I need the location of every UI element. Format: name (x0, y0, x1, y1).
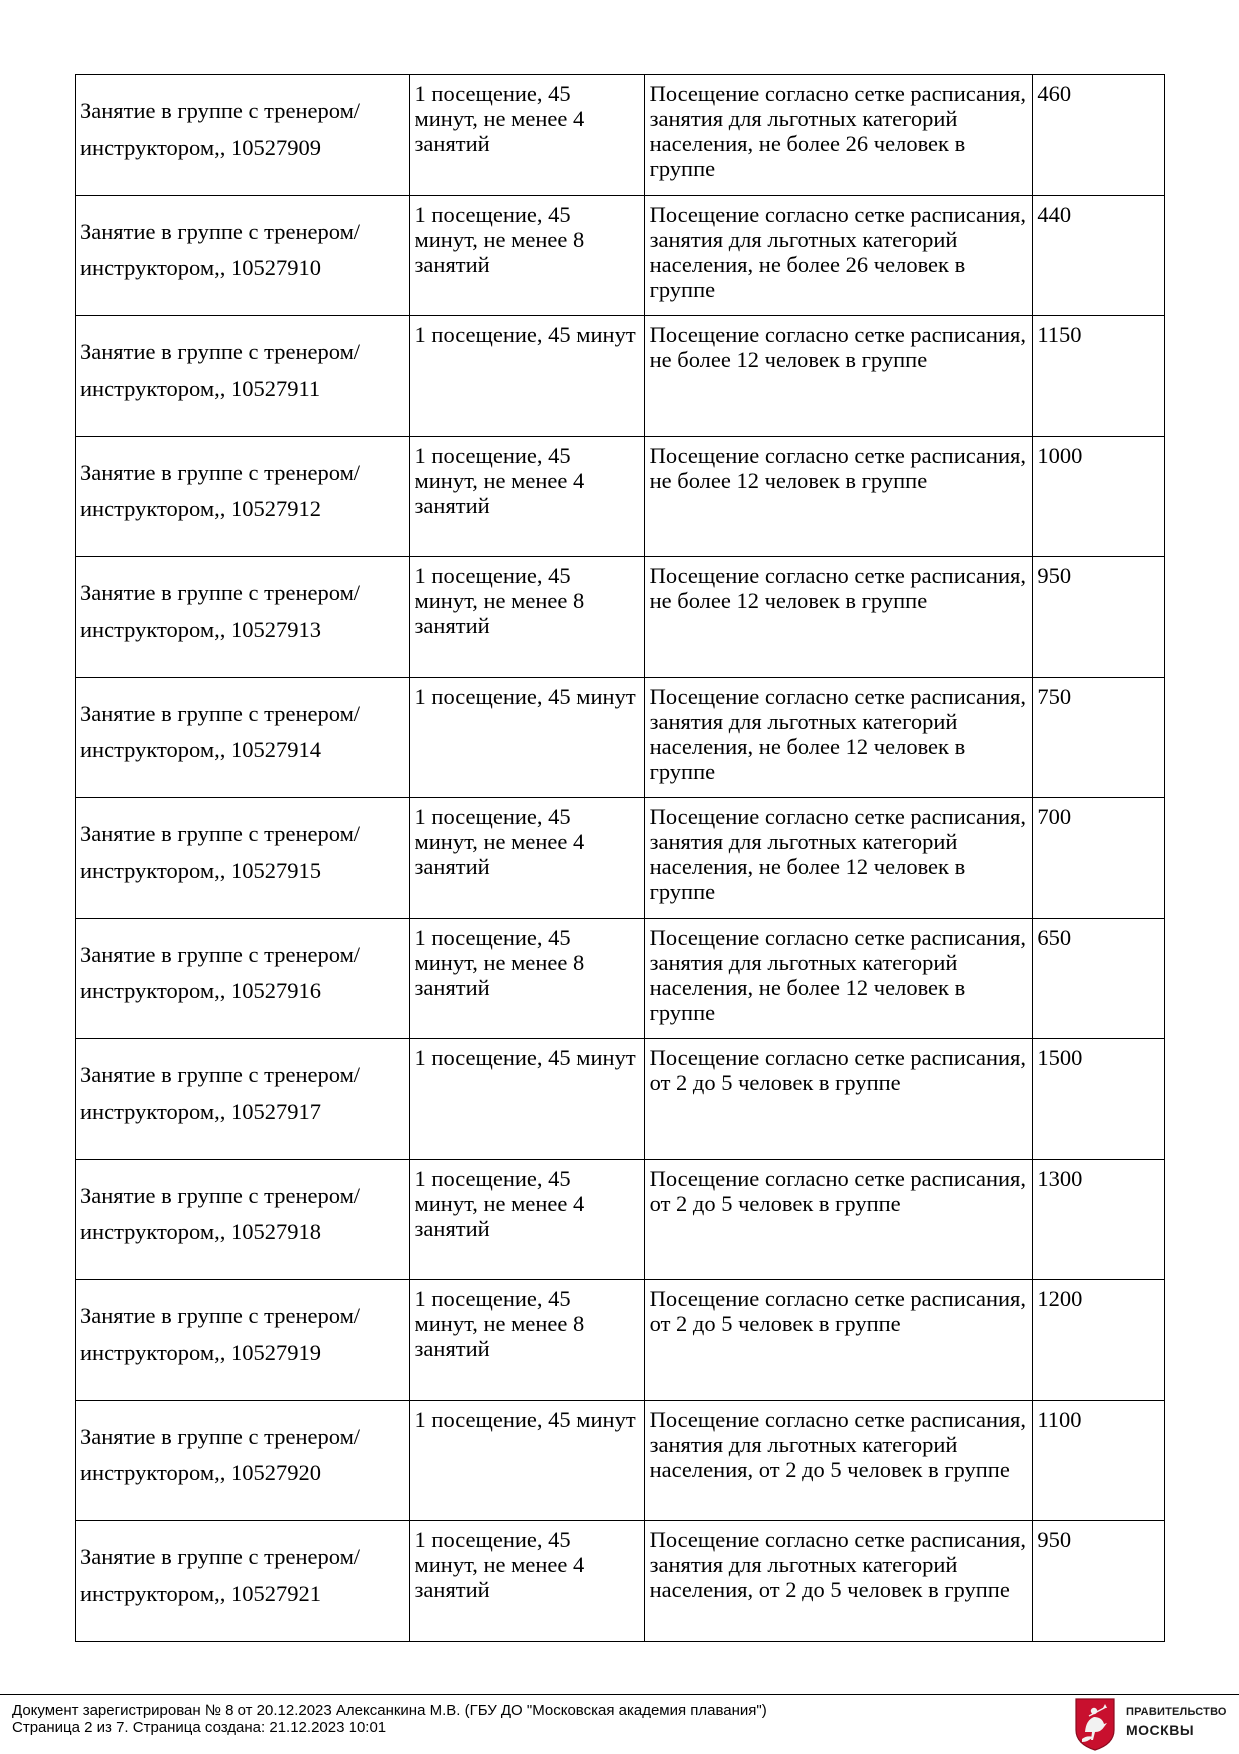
price-text: 1100 (1037, 1406, 1082, 1432)
description-text: Посещение согласно сетке расписания, занятия для льготных категорий населения, не более 12 человек в группе (649, 924, 1027, 1025)
service-cell (76, 1280, 410, 1401)
price-cell (1033, 75, 1165, 196)
service-cell (76, 1039, 410, 1160)
description-text: Посещение согласно сетке расписания, не более 12 человек в группе (649, 322, 1027, 372)
service-cell (76, 75, 410, 196)
description-cell (644, 1280, 1033, 1401)
visit-terms-cell (409, 1521, 644, 1642)
visit-terms-cell (409, 1039, 644, 1160)
visit-terms-cell (409, 75, 644, 196)
description-cell (644, 316, 1033, 437)
visit-terms-cell (409, 557, 644, 678)
visit-terms-cell (409, 195, 644, 316)
document-footer (12, 1702, 767, 1736)
price-cell (1033, 677, 1165, 798)
visit-terms-text: 1 посещение, 45 минут, не менее 8 занятий (414, 1286, 585, 1361)
description-cell (644, 1521, 1033, 1642)
price-cell (1033, 1521, 1165, 1642)
visit-terms-text: 1 посещение, 45 минут, не менее 8 занятий (414, 924, 585, 1000)
service-cell (76, 1521, 410, 1642)
price-text: 1000 (1037, 442, 1083, 468)
service-text: Занятие в группе с тренером/инструктором,, 10527921 (80, 1544, 361, 1606)
table-row (76, 798, 1165, 919)
description-cell (644, 436, 1033, 557)
service-text: Занятие в группе с тренером/инструктором,, 10527912 (80, 459, 361, 522)
moscow-government-logo (1073, 1696, 1237, 1752)
price-cell (1033, 1400, 1165, 1521)
service-text: Занятие в группе с тренером/инструктором,, 10527909 (80, 98, 361, 160)
service-text: Занятие в группе с тренером/инструктором,, 10527917 (80, 1062, 361, 1124)
price-cell (1033, 1039, 1165, 1160)
price-cell (1033, 1159, 1165, 1280)
description-cell (644, 75, 1033, 196)
table-row (76, 677, 1165, 798)
service-text: Занятие в группе с тренером/инструктором,, 10527910 (80, 218, 361, 281)
price-cell (1033, 557, 1165, 678)
description-cell (644, 918, 1033, 1039)
table-row (76, 1039, 1165, 1160)
price-cell (1033, 316, 1165, 437)
description-cell (644, 195, 1033, 316)
table-row (76, 436, 1165, 557)
service-cell (76, 195, 410, 316)
service-cell (76, 1400, 410, 1521)
visit-terms-cell (409, 1280, 644, 1401)
service-cell (76, 316, 410, 437)
description-cell (644, 798, 1033, 919)
visit-terms-text: 1 посещение, 45 минут, не менее 4 занятий (414, 442, 585, 518)
description-text: Посещение согласно сетке расписания, занятия для льготных категорий населения, не более 12 человек в группе (649, 804, 1027, 904)
visit-terms-text: 1 посещение, 45 минут, не менее 8 занятий (414, 563, 585, 638)
footer-divider (0, 1694, 1239, 1695)
description-text: Посещение согласно сетке расписания, не более 12 человек в группе (649, 442, 1027, 493)
service-text: Занятие в группе с тренером/инструктором,, 10527919 (80, 1303, 361, 1365)
description-text: Посещение согласно сетке расписания, занятия для льготных категорий населения, не более 26 человек в группе (649, 201, 1027, 302)
price-text: 1200 (1037, 1286, 1083, 1311)
price-text: 950 (1037, 1527, 1072, 1552)
visit-terms-text: 1 посещение, 45 минут (414, 1406, 636, 1432)
table-row (76, 1280, 1165, 1401)
visit-terms-cell (409, 918, 644, 1039)
price-text: 1300 (1037, 1165, 1083, 1191)
service-cell (76, 436, 410, 557)
price-table (75, 74, 1165, 1642)
price-cell (1033, 436, 1165, 557)
visit-terms-text: 1 посещение, 45 минут, не менее 4 занятий (414, 1527, 585, 1602)
table-row (76, 75, 1165, 196)
service-text: Занятие в группе с тренером/инструктором,, 10527920 (80, 1423, 361, 1486)
description-text: Посещение согласно сетке расписания, занятия для льготных категорий населения, от 2 до 5 человек в группе (649, 1527, 1027, 1602)
registration-note: Документ зарегистрирован № 8 от 20.12.2023 Алексанкина М.В. (ГБУ ДО "Московская академия плавания") (12, 1702, 767, 1719)
table-row (76, 918, 1165, 1039)
price-text: 700 (1037, 804, 1072, 829)
price-table-body (76, 75, 1165, 1642)
service-cell (76, 557, 410, 678)
page-info: Страница 2 из 7. Страница создана: 21.12.2023 10:01 (12, 1719, 387, 1736)
price-text: 440 (1037, 201, 1072, 227)
visit-terms-cell (409, 436, 644, 557)
visit-terms-cell (409, 1400, 644, 1521)
price-text: 950 (1037, 563, 1072, 588)
service-text: Занятие в группе с тренером/инструктором,, 10527916 (80, 941, 361, 1004)
price-text: 750 (1037, 683, 1072, 709)
service-cell (76, 677, 410, 798)
price-text: 1150 (1037, 322, 1082, 347)
moscow-coat-of-arms-icon (1073, 1696, 1117, 1752)
table-row (76, 195, 1165, 316)
description-cell (644, 1039, 1033, 1160)
service-text: Занятие в группе с тренером/инструктором,, 10527915 (80, 821, 361, 883)
description-cell (644, 557, 1033, 678)
description-text: Посещение согласно сетке расписания, занятия для льготных категорий населения, не более 12 человек в группе (649, 683, 1027, 784)
price-cell (1033, 1280, 1165, 1401)
visit-terms-text: 1 посещение, 45 минут, не менее 4 занятий (414, 81, 585, 156)
service-cell (76, 918, 410, 1039)
description-cell (644, 677, 1033, 798)
visit-terms-cell (409, 798, 644, 919)
description-text: Посещение согласно сетке расписания, занятия для льготных категорий населения, не более 26 человек в группе (649, 81, 1027, 181)
visit-terms-text: 1 посещение, 45 минут, не менее 8 занятий (414, 201, 585, 277)
price-text: 460 (1037, 81, 1072, 106)
table-row (76, 1159, 1165, 1280)
brand-line-1: ПРАВИТЕЛЬСТВО (1126, 1706, 1227, 1718)
description-text: Посещение согласно сетке расписания, от 2 до 5 человек в группе (649, 1165, 1027, 1216)
description-text: Посещение согласно сетке расписания, от 2 до 5 человек в группе (649, 1286, 1027, 1336)
price-cell (1033, 918, 1165, 1039)
table-row (76, 1400, 1165, 1521)
price-text: 1500 (1037, 1045, 1083, 1070)
visit-terms-text: 1 посещение, 45 минут, не менее 4 занятий (414, 804, 585, 879)
table-row (76, 1521, 1165, 1642)
visit-terms-cell (409, 1159, 644, 1280)
visit-terms-text: 1 посещение, 45 минут (414, 1045, 636, 1070)
service-cell (76, 798, 410, 919)
visit-terms-cell (409, 677, 644, 798)
visit-terms-text: 1 посещение, 45 минут, не менее 4 занятий (414, 1165, 585, 1241)
table-row (76, 557, 1165, 678)
visit-terms-text: 1 посещение, 45 минут (414, 322, 636, 347)
visit-terms-text: 1 посещение, 45 минут (414, 683, 636, 709)
visit-terms-cell (409, 316, 644, 437)
service-text: Занятие в группе с тренером/инструктором,, 10527913 (80, 580, 361, 642)
service-text: Занятие в группе с тренером/инструктором,, 10527914 (80, 700, 361, 763)
price-cell (1033, 798, 1165, 919)
description-text: Посещение согласно сетке расписания, от 2 до 5 человек в группе (649, 1045, 1027, 1095)
description-cell (644, 1159, 1033, 1280)
service-text: Занятие в группе с тренером/инструктором,, 10527918 (80, 1182, 361, 1245)
service-text: Занятие в группе с тренером/инструктором,, 10527911 (80, 339, 361, 401)
table-row (76, 316, 1165, 437)
brand-line-2: МОСКВЫ (1126, 1722, 1195, 1738)
description-text: Посещение согласно сетке расписания, не более 12 человек в группе (649, 563, 1027, 613)
description-text: Посещение согласно сетке расписания, занятия для льготных категорий населения, от 2 до 5 человек в группе (649, 1406, 1027, 1482)
price-text: 650 (1037, 924, 1072, 950)
description-cell (644, 1400, 1033, 1521)
service-cell (76, 1159, 410, 1280)
price-cell (1033, 195, 1165, 316)
